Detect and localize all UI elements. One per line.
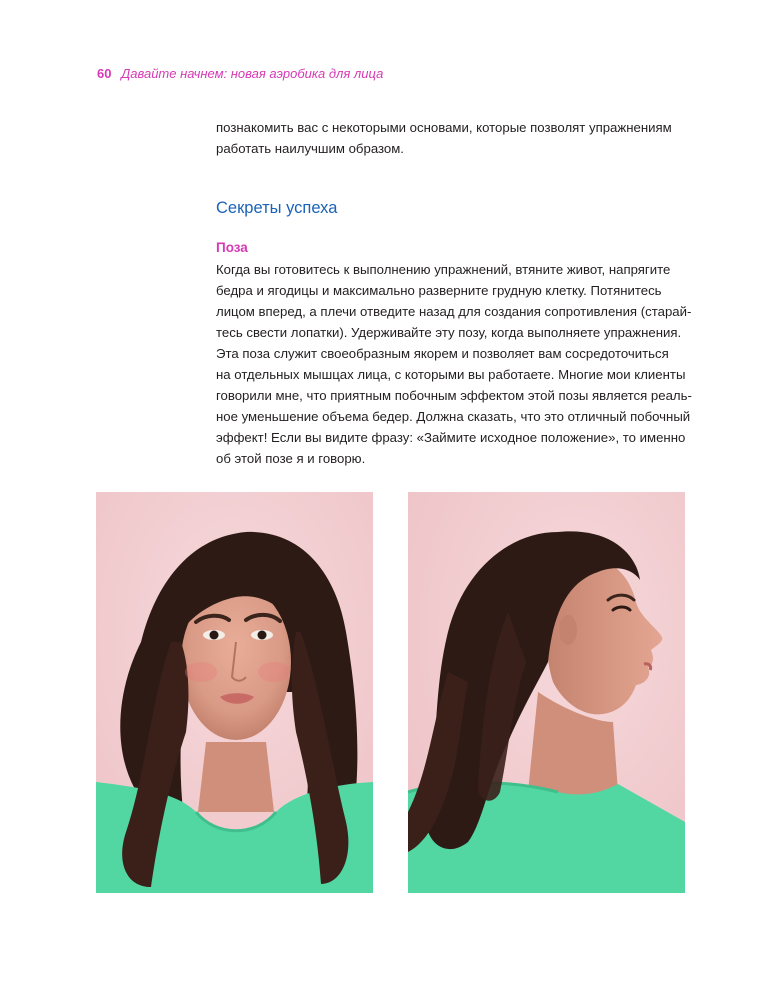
pose-line: об этой позе я и говорю.: [216, 451, 366, 466]
pose-line: лицом вперед, а плечи отведите назад для создания сопротивления (старай-: [216, 304, 692, 319]
photo-front-view: [96, 492, 373, 893]
pose-line: бедра и ягодицы и максимально разверните грудную клетку. Потянитесь: [216, 283, 662, 298]
running-head-title: Давайте начнем: новая аэробика для лица: [121, 66, 384, 81]
subsection-heading: Поза: [216, 240, 248, 255]
pose-line: Когда вы готовитесь к выполнению упражнений, втяните живот, напрягите: [216, 262, 671, 277]
photo-profile-view: [408, 492, 685, 893]
portrait-front-illustration: [96, 492, 373, 893]
intro-line: работать наилучшим образом.: [216, 141, 404, 156]
section-heading: Секреты успеха: [216, 199, 338, 217]
intro-paragraph: [216, 117, 676, 159]
portrait-profile-illustration: [408, 492, 685, 893]
intro-line: познакомить вас с некоторыми основами, которые позволят упражнениям: [216, 120, 672, 135]
running-head: [97, 66, 383, 82]
page-number: 60: [97, 66, 112, 81]
pose-line: на отдельных мышцах лица, с которыми вы работаете. Многие мои клиенты: [216, 367, 686, 382]
pose-line: говорили мне, что приятным побочным эффектом этой позы является реаль-: [216, 388, 692, 403]
pose-line: ное уменьшение объема бедер. Должна сказать, что это отличный побочный: [216, 409, 691, 424]
pose-line: тесь свести лопатки). Удерживайте эту позу, когда выполняете упражнения.: [216, 325, 682, 340]
pose-line: Эта поза служит своеобразным якорем и позволяет вам сосредоточиться: [216, 346, 669, 361]
pose-line: эффект! Если вы видите фразу: «Займите исходное положение», то именно: [216, 430, 686, 445]
pose-paragraph: [216, 259, 692, 469]
